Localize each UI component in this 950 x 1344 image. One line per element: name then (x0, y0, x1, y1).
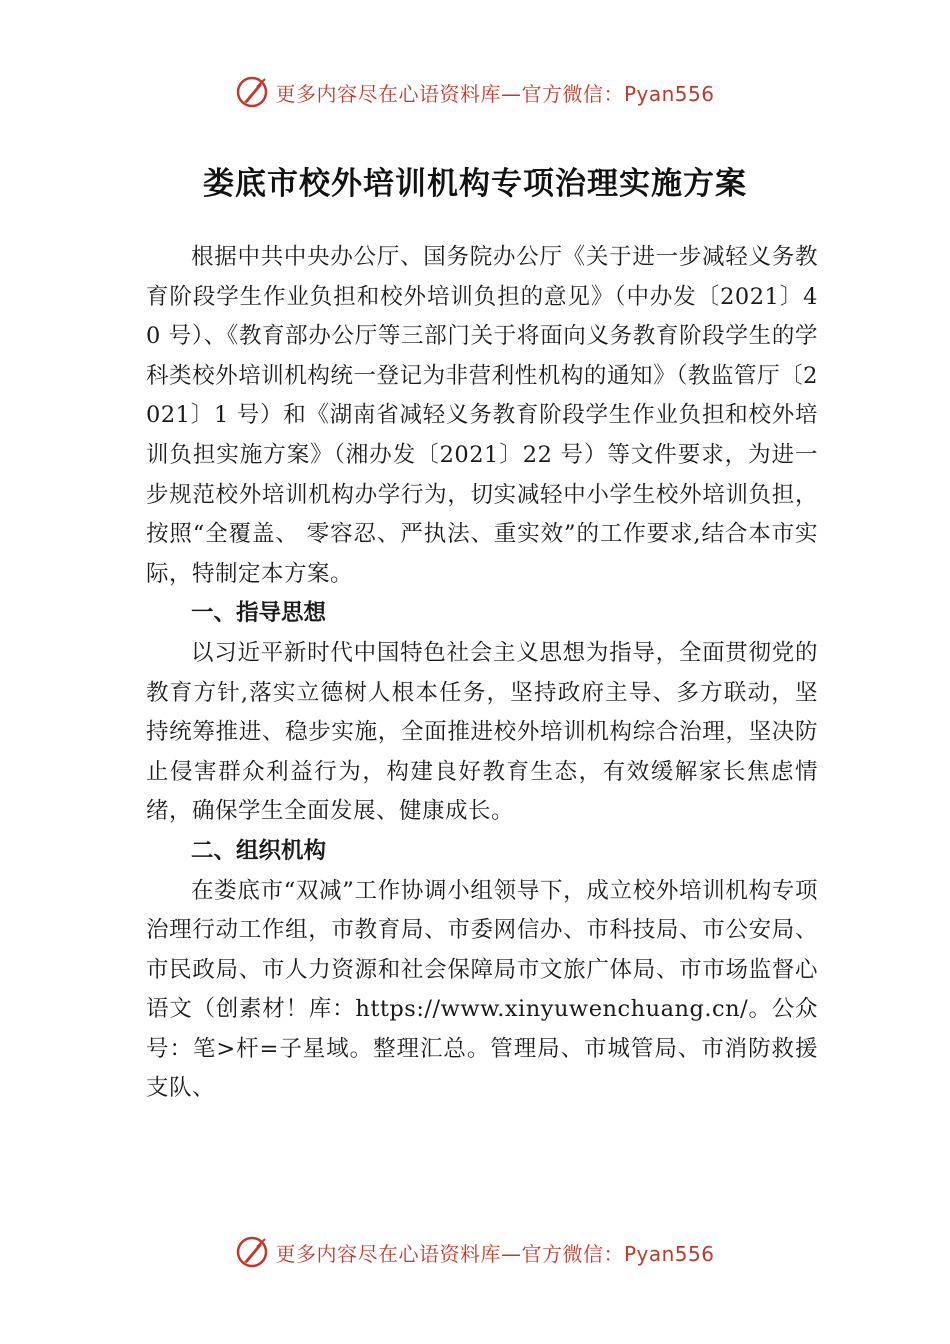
organization-paragraph: 在娄底市“双减”工作协调小组领导下，成立校外培训机构专项治理行动工作组，市教育局、市委网信办、市科技局、市公安局、市民政局、市人力资源和社会保障局市文旅广体局、市市场监督心语文（创素材！库：https://www.xinyuwenchuang.cn/。公众号：笔>杆=子星域。整理汇总。管理局、市城管局、市消防救援支队、 (146, 877, 818, 1102)
guiding-ideology-paragraph: 以习近平新时代中国特色社会主义思想为指导，全面贯彻党的教育方针,落实立德树人根本任务，坚持政府主导、多方联动，坚持统筹推进、稳步实施，全面推进校外培训机构综合治理，坚决防止侵害群众利益行为，构建良好教育生态，有效缓解家长焦虑情绪，确保学生全面发展、健康成长。 (146, 639, 818, 825)
watermark-banner-top (0, 72, 950, 112)
section-heading-guiding-ideology: 一、指导思想 (191, 600, 327, 627)
intro-paragraph: 根据中共中央办公厅、国务院办公厅《关于进一步减轻义务教育阶段学生作业负担和校外培训负担的意见》（中办发〔2021〕40 号）、《教育部办公厅等三部门关于将面向义务教育阶段学生的学科类校外培训机构统一登记为非营利性机构的通知》（教监管厅〔2021〕1 号）和《湖南省减轻义务教育阶段学生作业负担和校外培训负担实施方案》（湘办发〔2021〕22 号）等文件要求，为进一步规范校外培训机构办学行为，切实减轻中小学生校外培训负担，按照“全覆盖、 零容忍、严执法、重实效”的工作要求,结合本市实际，特制定本方案。 (146, 244, 818, 587)
watermark-banner-bottom (0, 1232, 950, 1272)
quill-pen-icon (235, 1235, 269, 1269)
section-heading-organization: 二、组织机构 (191, 837, 327, 864)
watermark-text: 更多内容尽在心语资料库—官方微信：Pyan556 (275, 81, 715, 106)
document-body (146, 238, 818, 1109)
document-title: 娄底市校外培训机构专项治理实施方案 (203, 166, 747, 202)
quill-pen-icon (235, 75, 269, 109)
watermark-text: 更多内容尽在心语资料库—官方微信：Pyan556 (275, 1241, 715, 1266)
